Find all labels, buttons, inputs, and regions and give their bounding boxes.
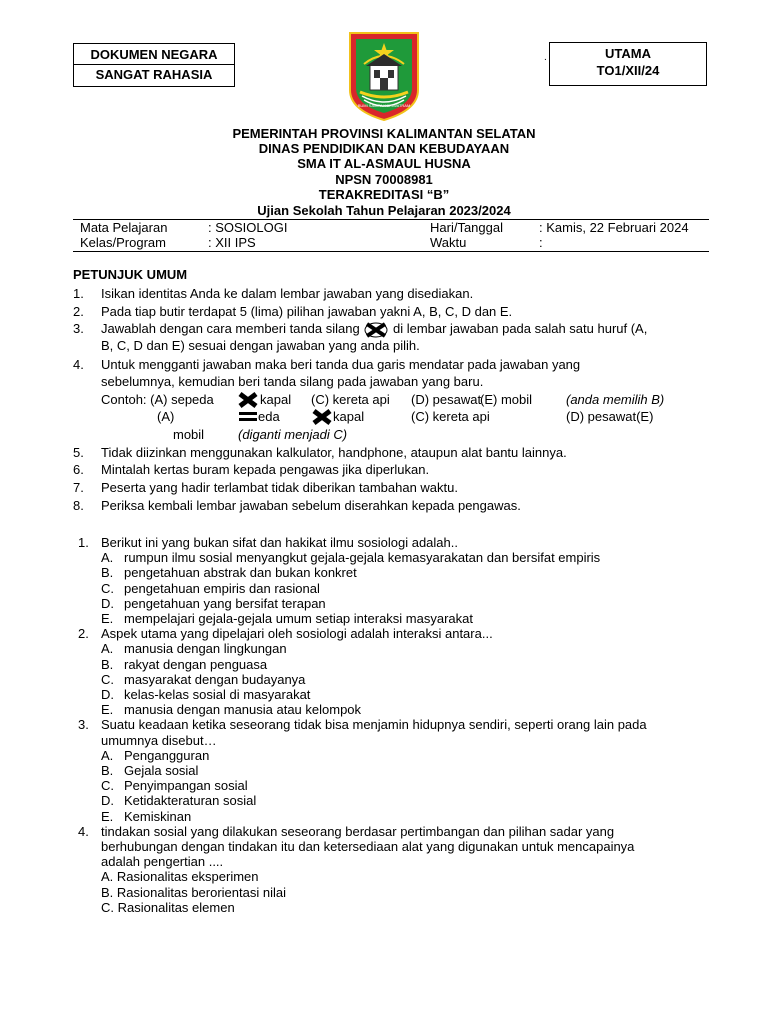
instruction-item: [101, 321, 647, 338]
instruction-number: 1.: [73, 286, 84, 301]
instruction-item: Mintalah kertas buram kepada pengawas jika diperlukan.: [101, 462, 430, 477]
provincial-emblem-icon: [346, 30, 422, 122]
header-line-5: TERAKREDITASI “B”: [318, 187, 450, 202]
question-text: umumnya disebut…: [101, 732, 217, 748]
question-text: Suatu keadaan ketika seseorang tidak bisa menjamin hidupnya sendiri, seperti orang lain pada: [101, 717, 647, 733]
double-strike-icon: [238, 409, 258, 425]
instruction-number: 4.: [73, 357, 84, 372]
info-row-1: [73, 220, 709, 235]
header-line-1: PEMERINTAH PROVINSI KALIMANTAN SELATAN: [232, 126, 536, 141]
example-text: (D) pesawat(E): [566, 409, 654, 424]
question-number: 4.: [78, 823, 89, 839]
question-number: 3.: [78, 717, 89, 733]
question-text: adalah pengertian ....: [101, 854, 224, 870]
option-text: Pengangguran: [124, 747, 210, 763]
option-text: kelas-kelas sosial di masyarakat: [124, 687, 311, 702]
example-note: (anda memilih B): [566, 392, 665, 407]
option-text: pengetahuan abstrak dan bukan konkret: [124, 565, 357, 581]
class-value: : XII IPS: [208, 235, 256, 250]
instruction-item: sebelumnya, kemudian beri tanda silang pada jawaban yang baru.: [101, 374, 484, 389]
option-letter: B.: [101, 565, 114, 581]
time-label: Waktu: [430, 235, 467, 250]
option-text: C. Rasionalitas elemen: [101, 899, 235, 915]
classification-box: [73, 43, 235, 87]
question-number: 2.: [78, 626, 89, 642]
option-letter: E.: [101, 611, 114, 626]
option-text: manusia dengan lingkungan: [124, 641, 287, 657]
exam-info-table: [73, 219, 709, 252]
option-text: Kemiskinan: [124, 808, 192, 824]
example-text: (C) kereta api: [411, 409, 490, 424]
emblem-motto: BUMI SAMPA KOKIWATRAM: [357, 103, 411, 108]
option-text: Ketidakteraturan sosial: [124, 793, 257, 809]
option-text: pengetahuan yang bersifat terapan: [124, 595, 326, 611]
option-text: mempelajari gejala-gejala umum setiap interaksi masyarakat: [124, 611, 473, 626]
instruction-item: Periksa kembali lembar jawaban sebelum diserahkan kepada pengawas.: [101, 498, 521, 513]
instruction-number: 5.: [73, 445, 84, 460]
question-text: Aspek utama yang dipelajari oleh sosiologi adalah interaksi antara...: [101, 626, 493, 642]
option-text: pengetahuan empiris dan rasional: [124, 580, 320, 596]
time-value: :: [539, 235, 543, 250]
example-text: Contoh: (A) sepeda: [101, 392, 214, 407]
question-text: Berikut ini yang bukan sifat dan hakikat ilmu sosiologi adalah..: [101, 535, 458, 550]
subject-value: : SOSIOLOGI: [208, 220, 288, 235]
cross-mark-icon: [311, 409, 333, 425]
instruction-item: Tidak diizinkan menggunakan kalkulator, handphone, ataupun alat bantu lainnya.: [101, 445, 567, 460]
instruction-item: Peserta yang hadir terlambat tidak diberikan tambahan waktu.: [101, 480, 458, 495]
stray-dot: .: [544, 52, 547, 63]
example-text: (A): [157, 409, 175, 424]
option-letter: A.: [101, 550, 114, 566]
instruction-number: 8.: [73, 498, 84, 513]
instruction-number: 6.: [73, 462, 84, 477]
option-letter: C.: [101, 671, 114, 687]
option-letter: D.: [101, 793, 114, 809]
option-letter: C.: [101, 580, 114, 596]
header-line-4: NPSN 70008981: [335, 172, 433, 187]
instruction-item: B, C, D dan E) sesuai dengan jawaban yang anda pilih.: [101, 338, 420, 353]
example-text: kapal: [333, 409, 365, 424]
instruction-number: 2.: [73, 304, 84, 319]
option-text: masyarakat dengan budayanya: [124, 671, 306, 687]
date-label: Hari/Tanggal: [430, 220, 503, 235]
example-text: (E) mobil: [480, 392, 533, 407]
option-text: A. Rasionalitas eksperimen: [101, 869, 259, 885]
option-letter: B.: [101, 763, 114, 778]
option-letter: B.: [101, 656, 114, 672]
question-number: 1.: [78, 535, 89, 550]
instruction-text: di lembar jawaban pada salah satu huruf (A,: [392, 321, 648, 336]
classification-line-2: SANGAT RAHASIA: [74, 64, 234, 85]
option-letter: E.: [101, 808, 114, 824]
exam-code-box: [549, 42, 707, 86]
instructions-title: PETUNJUK UMUM: [73, 267, 188, 282]
example-text: kapal: [260, 392, 292, 407]
class-label: Kelas/Program: [80, 235, 166, 250]
cross-mark-icon: [237, 392, 259, 408]
example-text: (D) pesawat: [411, 392, 482, 407]
header-line-3: SMA IT AL-ASMAUL HUSNA: [297, 156, 471, 171]
example-text: mobil: [173, 427, 205, 442]
instruction-number: 7.: [73, 480, 84, 495]
info-row-2: [73, 235, 709, 250]
classification-line-1: DOKUMEN NEGARA: [90, 47, 218, 62]
option-letter: C.: [101, 778, 114, 794]
option-letter: A.: [101, 747, 114, 763]
option-text: Penyimpangan sosial: [124, 778, 248, 794]
cross-mark-icon: [363, 322, 389, 338]
date-value: : Kamis, 22 Februari 2024: [539, 220, 689, 235]
option-text: rumpun ilmu sosial menyangkut gejala-gejala kemasyarakatan dan bersifat empiris: [124, 550, 601, 566]
instruction-text: Jawablah dengan cara memberi tanda silang: [101, 321, 360, 336]
exam-type: UTAMA: [605, 46, 651, 61]
instruction-item: Isikan identitas Anda ke dalam lembar jawaban yang disediakan.: [101, 286, 474, 301]
option-letter: D.: [101, 595, 114, 611]
option-letter: A.: [101, 641, 114, 657]
header-line-6: Ujian Sekolah Tahun Pelajaran 2023/2024: [257, 203, 511, 218]
option-text: B. Rasionalitas berorientasi nilai: [101, 884, 286, 900]
question-text: berhubungan dengan tindakan itu dan ketersediaan alat yang digunakan untuk mencapainya: [101, 839, 635, 854]
example-text: eda: [258, 409, 280, 424]
header-line-2: DINAS PENDIDIKAN DAN KEBUDAYAAN: [258, 141, 510, 156]
instruction-item: Untuk mengganti jawaban maka beri tanda dua garis mendatar pada jawaban yang: [101, 357, 581, 372]
option-letter: D.: [101, 687, 114, 702]
exam-code: TO1/XII/24: [596, 63, 660, 78]
subject-label: Mata Pelajaran: [80, 220, 168, 235]
question-text: tindakan sosial yang dilakukan seseorang berdasar pertimbangan dan pilihan sadar yang: [101, 823, 615, 839]
option-letter: E.: [101, 702, 114, 718]
option-text: rakyat dengan penguasa: [124, 656, 268, 672]
instruction-number: 3.: [73, 321, 84, 336]
instruction-item: Pada tiap butir terdapat 5 (lima) pilihan jawaban yakni A, B, C, D dan E.: [101, 304, 513, 319]
option-text: manusia dengan manusia atau kelompok: [124, 702, 362, 718]
option-text: Gejala sosial: [124, 763, 199, 778]
example-text: (C) kereta api: [311, 392, 390, 407]
example-note: (diganti menjadi C): [238, 427, 348, 442]
